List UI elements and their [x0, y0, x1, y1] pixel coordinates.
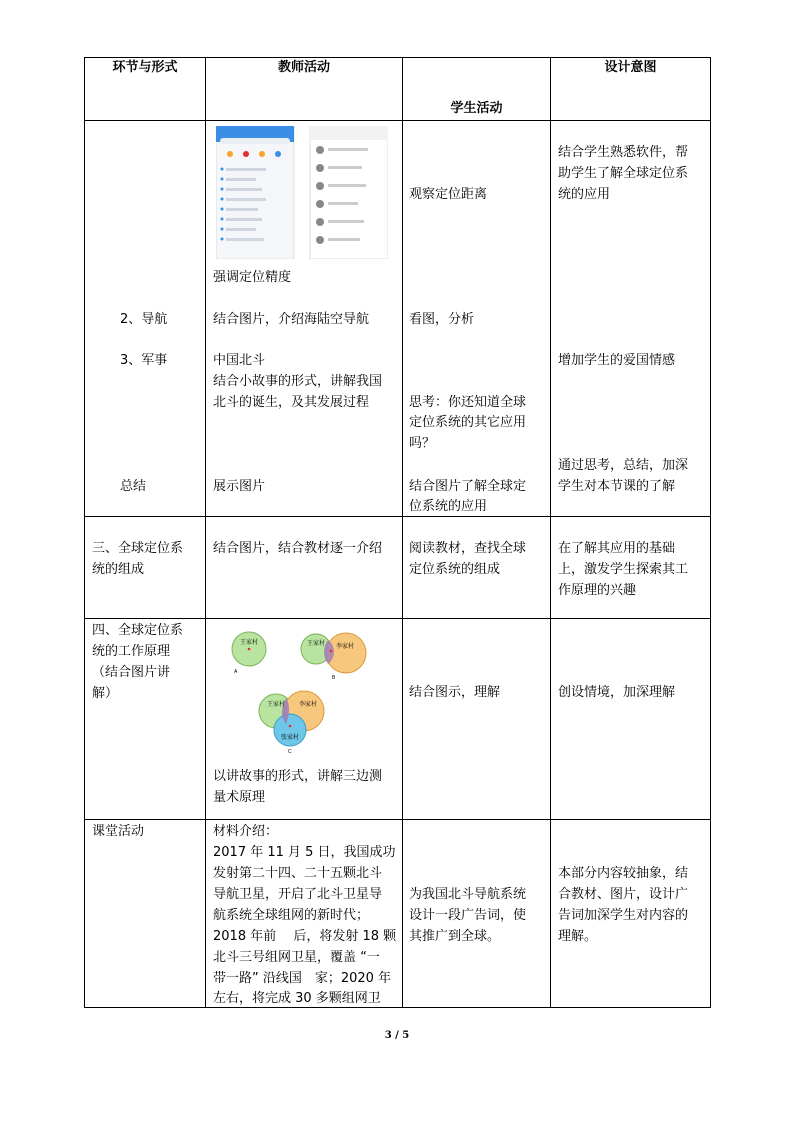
student-text: 观察定位距离 [409, 187, 488, 202]
teacher-cell [206, 820, 403, 1008]
student-cell [403, 517, 551, 619]
teacher-cell [206, 517, 403, 619]
intent-text: 通过思考，总结，加深 [558, 458, 689, 473]
section-military: 3、军事 [120, 353, 168, 368]
intent-text: 统的应用 [558, 187, 611, 202]
section-text: 统的组成 [92, 562, 145, 577]
teacher-text: 结合小故事的形式，讲解我国 [213, 374, 383, 389]
teacher-text: 中国北斗 [213, 353, 266, 368]
table-row [85, 121, 711, 517]
section-navigation: 2、导航 [120, 312, 168, 327]
section-cell [85, 619, 206, 820]
circle-b-label: B [332, 675, 336, 681]
intent-cell [551, 820, 711, 1008]
teacher-text: 带一路” 沿线国 家；2020 年 [213, 971, 392, 986]
village-b-label: 李家村 [335, 644, 355, 650]
teacher-text: 左右，将完成 30 多颗组网卫 [213, 991, 381, 1006]
student-text: 定位系统的组成 [409, 562, 501, 577]
section-text: 解） [92, 686, 119, 701]
student-text: 吗？ [409, 436, 436, 451]
table-row [85, 517, 711, 619]
circle-c-label: C [288, 749, 292, 755]
teacher-text: 材料介绍： [213, 824, 279, 839]
section-summary: 总结 [120, 479, 147, 494]
teacher-text: 展示图片 [213, 479, 266, 494]
section-text: 课堂活动 [92, 824, 145, 839]
village-a-label: 王家村 [306, 641, 326, 647]
header-student-label: 学生活动 [450, 101, 503, 117]
student-text: 设计一段广告词，使 [409, 908, 527, 923]
lesson-plan-table [84, 57, 711, 1008]
section-cell [85, 820, 206, 1008]
village-b-label: 李家村 [298, 702, 318, 708]
app-screenshots-image [216, 126, 388, 259]
teacher-text: 北斗三号组网卫星，覆盖 “一 [213, 950, 380, 965]
intent-text: 增加学生的爱国情感 [558, 353, 676, 368]
intent-text: 学生对本节课的了解 [558, 479, 676, 494]
intent-cell [551, 121, 711, 517]
student-text: 结合图片了解全球定 [409, 479, 527, 494]
intent-text: 在了解其应用的基础 [558, 541, 676, 556]
header-student-activity [403, 58, 551, 121]
student-text: 阅读教材，查找全球 [409, 541, 527, 556]
student-cell [403, 619, 551, 820]
teacher-text: 强调定位精度 [213, 270, 292, 285]
page-number: 3 / 5 [384, 1030, 410, 1041]
village-a-label: 王家村 [266, 702, 286, 708]
teacher-cell [206, 121, 403, 517]
intent-text: 上，激发学生探索其工 [558, 562, 689, 577]
teacher-text: 2017 年 11 月 5 日，我国成功 [213, 845, 396, 860]
village-a-label: 王家村 [239, 640, 259, 646]
teacher-text: 发射第二十四、二十五颗北斗 [213, 866, 383, 881]
teacher-text: 结合图片，结合教材逐一介绍 [213, 541, 383, 556]
section-cell [85, 517, 206, 619]
student-text: 为我国北斗导航系统 [409, 887, 527, 902]
teacher-text: 结合图片，介绍海陆空导航 [213, 312, 370, 327]
header-stage: 环节与形式 [85, 58, 206, 121]
table-row [85, 619, 711, 820]
student-text: 看图，分析 [409, 312, 475, 327]
trilateration-diagram [220, 627, 370, 757]
student-text: 定位系统的其它应用 [409, 415, 527, 430]
header-design-intent: 设计意图 [551, 58, 711, 121]
teacher-text: 以讲故事的形式，讲解三边测 [213, 769, 383, 784]
intent-cell [551, 517, 711, 619]
intent-text: 合教材、图片，设计广 [558, 887, 689, 902]
student-text: 其推广到全球。 [409, 929, 501, 944]
section-text: 统的工作原理 [92, 644, 171, 659]
circle-a-label: A [234, 669, 238, 675]
intent-text: 助学生了解全球定位系 [558, 166, 689, 181]
header-teacher-activity: 教师活动 [206, 58, 403, 121]
intent-text: 创设情境，加深理解 [558, 685, 676, 700]
intent-text: 作原理的兴趣 [558, 583, 637, 598]
section-text: 三、全球定位系 [92, 541, 184, 556]
teacher-text: 量术原理 [213, 790, 266, 805]
table-row [85, 820, 711, 1008]
student-cell [403, 820, 551, 1008]
intent-text: 理解。 [558, 929, 598, 944]
student-cell [403, 121, 551, 517]
intent-text: 告词加深学生对内容的 [558, 908, 689, 923]
teacher-text: 航系统全球组网的新时代； [213, 908, 370, 923]
intent-cell [551, 619, 711, 820]
intent-text: 本部分内容较抽象，结 [558, 866, 689, 881]
teacher-text: 北斗的诞生，及其发展过程 [213, 395, 370, 410]
teacher-text: 2018 年前 后，将发射 18 颗 [213, 929, 397, 944]
section-text: 四、全球定位系 [92, 623, 184, 638]
village-c-label: 张家村 [280, 735, 300, 741]
section-text: （结合图片讲 [92, 665, 171, 680]
intent-text: 结合学生熟悉软件，帮 [558, 145, 689, 160]
student-text: 思考：你还知道全球 [409, 395, 527, 410]
teacher-text: 导航卫星，开启了北斗卫星导 [213, 887, 383, 902]
student-text: 结合图示，理解 [409, 685, 501, 700]
header-row [85, 58, 711, 121]
teacher-cell [206, 619, 403, 820]
student-text: 位系统的应用 [409, 499, 488, 514]
section-cell [85, 121, 206, 517]
